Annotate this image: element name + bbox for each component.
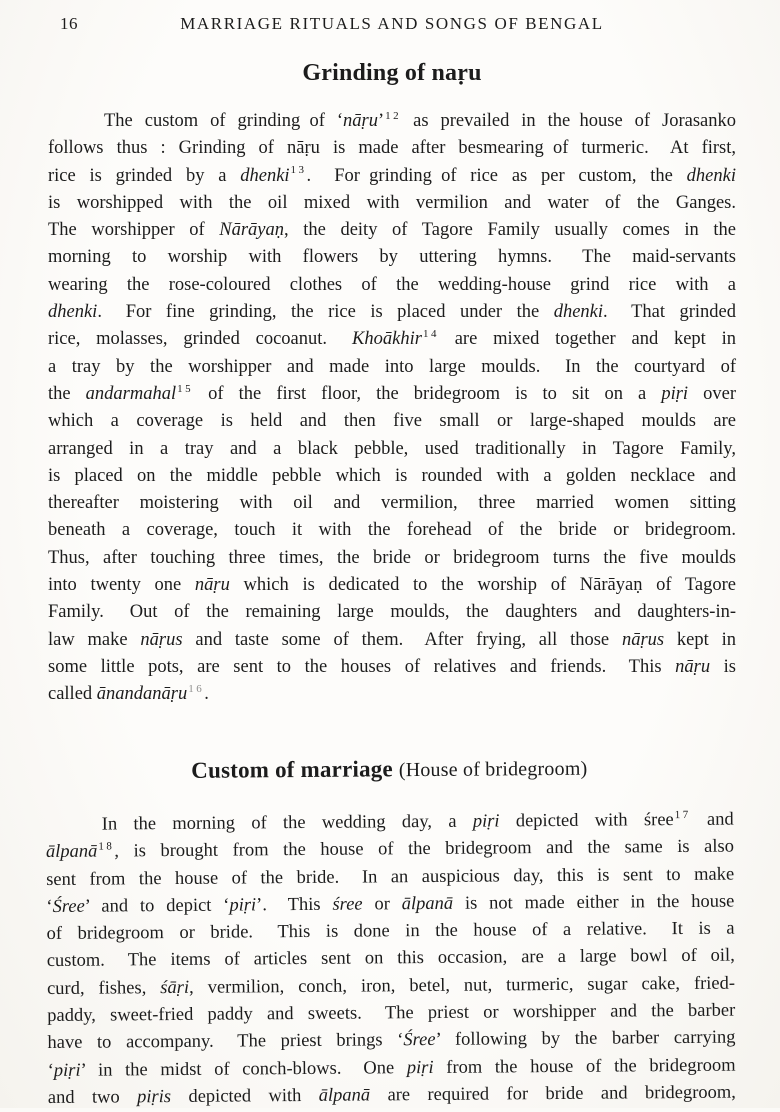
footnote-reference: 12 bbox=[385, 109, 402, 122]
text-line: wearing the rose-coloured clothes of the wedding-house grind rice with a bbox=[48, 274, 736, 295]
text-line: The custom of grinding of ‘nāṛu’$^{12}$ as prevailed in the house of Jorasanko bbox=[104, 109, 737, 131]
text-line: a tray by the worshipper and made into large moulds. In the courtyard of bbox=[48, 356, 736, 377]
text-line: have to accompany. The priest brings ‘Śree’ following by the barber carrying bbox=[47, 1027, 736, 1053]
text-line: ālpanā$^{18}$, is brought from the house of the bridegroom and the same is also bbox=[45, 836, 735, 862]
text-line: which a coverage is held and then five small or large-shaped moulds are bbox=[48, 411, 736, 432]
heading-text: Grinding of naṛu bbox=[302, 60, 482, 86]
text-line: thereafter moistering with oil and vermilion, three married women sitting bbox=[48, 493, 736, 514]
text-line: Thus, after touching three times, the bride or bridegroom turns the five moulds bbox=[48, 547, 736, 568]
heading-text: Custom of marriage bbox=[191, 755, 393, 783]
footnote-reference: 13 bbox=[290, 164, 307, 177]
text-line: rice, molasses, grinded cocoanut. Khoākhir$^{14}$ are mixed together and kept in bbox=[48, 328, 736, 350]
paragraph-grinding-of-naru bbox=[48, 108, 736, 709]
text-line: morning to worship with flowers by uttering hymns. The maid-servants bbox=[48, 247, 736, 268]
text-line: law make nāṛus and taste some of them. After frying, all those nāṛus kept in bbox=[48, 629, 736, 650]
text-line: is worshipped with the oil mixed with vermilion and water of the Ganges. bbox=[48, 192, 736, 213]
page-number: 16 bbox=[60, 14, 78, 33]
text-line: curd, fishes, śāṛi, vermilion, conch, iron, betel, nut, turmeric, sugar cake, fried- bbox=[46, 972, 736, 999]
text-line: some little pots, are sent to the houses of relatives and friends. This nāṛu is bbox=[48, 656, 737, 677]
text-line: is placed on the middle pebble which is rounded with a golden necklace and bbox=[48, 465, 736, 486]
footnote-reference: 14 bbox=[422, 328, 439, 341]
footnote-reference: 15 bbox=[177, 382, 194, 395]
text-line: In the morning of the wedding day, a piṛi depicted with śree$^{17}$ and bbox=[101, 808, 734, 835]
text-line: ‘piṛi’ in the midst of conch-blows. One piṛi from the house of the bridegroom bbox=[47, 1054, 736, 1081]
footnote-reference: 17 bbox=[674, 808, 691, 821]
section-grinding-of-naru bbox=[48, 60, 736, 709]
text-line: of bridegroom or bride. This is done in the house of a relative. It is a bbox=[46, 918, 735, 944]
text-line: arranged in a tray and a black pebble, used traditionally in Tagore Family, bbox=[48, 438, 736, 459]
text-line: rice is grinded by a dhenki$^{13}$. For grinding of rice as per custom, the dhenki bbox=[48, 164, 736, 186]
section-heading-custom-of-marriage bbox=[45, 751, 733, 787]
text-line: sent from the house of the bride. In an auspicious day, this is sent to make bbox=[46, 863, 735, 890]
text-line: ‘Śree’ and to depict ‘piṛi’. This śree or ālpanā is not made either in the house bbox=[46, 891, 735, 917]
text-line: and two piṛis depicted with ālpanā are required for bride and bridegroom, bbox=[47, 1082, 736, 1108]
text-line: paddy, sweet-fried paddy and sweets. The priest or worshipper and the barber bbox=[47, 1000, 736, 1026]
footnote-reference: 16 bbox=[188, 683, 205, 696]
text-line: into twenty one nāṛu which is dedicated to the worship of Nārāyaṇ of Tagore bbox=[48, 575, 736, 596]
footnote-reference: 18 bbox=[98, 840, 115, 853]
text-line: Family. Out of the remaining large moulds, the daughters and daughters-in- bbox=[48, 602, 736, 623]
text-line: beneath a coverage, touch it with the forehead of the bride or bridegroom. bbox=[48, 520, 736, 541]
text-line: dhenki. For fine grinding, the rice is placed under the dhenki. That grinded bbox=[48, 302, 736, 323]
text-line: custom. The items of articles sent on this occasion, are a large bowl of oil, bbox=[46, 945, 735, 972]
text-line: follows thus : Grinding of nāṛu is made after besmearing of turmeric. At first, bbox=[48, 138, 736, 159]
text-line: The worshipper of Nārāyaṇ, the deity of Tagore Family usually comes in the bbox=[48, 220, 737, 241]
section-heading-grinding-of-naru bbox=[48, 60, 736, 86]
page-header bbox=[48, 14, 736, 38]
paragraph-custom-of-marriage bbox=[46, 806, 736, 1112]
text-line: called ānandanāṛu$^{16}$. bbox=[48, 683, 209, 705]
text-line: the andarmahal$^{15}$ of the first floor, the bridegroom is to sit on a piṛi over bbox=[48, 382, 736, 404]
heading-subtitle: (House of bridegroom) bbox=[398, 757, 588, 781]
running-title: MARRIAGE RITUALS AND SONGS OF BENGAL bbox=[180, 14, 604, 33]
section-custom-of-marriage bbox=[45, 751, 736, 1112]
